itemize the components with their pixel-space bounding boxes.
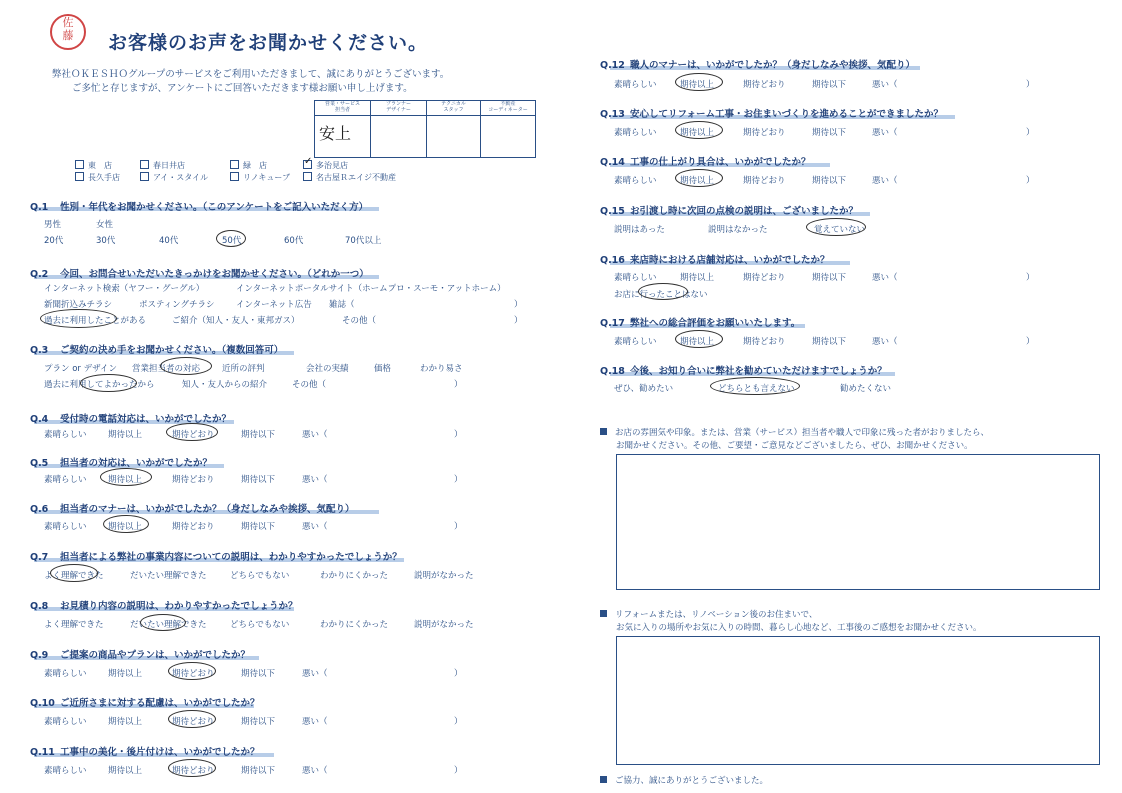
shop-checkbox[interactable]	[230, 160, 267, 171]
option: ）	[454, 380, 463, 390]
option-selected[interactable]: 覚えていない	[814, 225, 866, 235]
option-selected[interactable]: 期待以上	[108, 522, 143, 532]
option[interactable]: 素晴らしい	[44, 766, 87, 776]
question-title: Q.4 受付時の電話対応は、いかがでしたか？	[30, 414, 232, 425]
option-selected[interactable]: 期待以上	[108, 475, 143, 485]
option-selected[interactable]: 期待どおり	[172, 766, 215, 776]
checkbox-icon	[75, 172, 84, 181]
option[interactable]: 説明はなかった	[708, 225, 768, 235]
staff-table	[314, 100, 536, 158]
option[interactable]: 期待以上	[108, 717, 143, 727]
option: ）	[454, 669, 463, 679]
staff-header: 営業・サービス 担当者	[315, 101, 370, 116]
option[interactable]: 素晴らしい	[44, 430, 87, 440]
option[interactable]: 勧めたくない	[840, 384, 892, 394]
option[interactable]: 雑誌（	[329, 300, 355, 310]
option: ）	[514, 300, 523, 310]
question-title: Q.2 今回、お問合せいただいたきっかけをお聞かせください。（どれか一つ）	[30, 269, 369, 280]
option-selected[interactable]: 営業担当者の対応	[132, 364, 201, 374]
answer-circle	[160, 357, 212, 375]
option[interactable]: 説明がなかった	[414, 571, 474, 581]
shop-label: 多治見店	[316, 161, 348, 170]
question-title: Q.13 安心してリフォーム工事・お住まいづくりを進めることができましたか？	[600, 109, 944, 120]
option[interactable]: わかりにくかった	[320, 571, 389, 581]
comment-prompt-2: リフォームまたは、リノベーション後のお住まいで、	[600, 608, 817, 620]
option[interactable]: 悪い（	[302, 717, 328, 727]
option[interactable]: よく理解できた	[44, 620, 104, 630]
option: ）	[454, 475, 463, 485]
option[interactable]: 期待以下	[812, 176, 847, 186]
question-title: Q.6 担当者のマナーは、いかがでしたか？（身だしなみや挨拶、気配り）	[30, 504, 355, 515]
answer-circle	[710, 377, 800, 395]
comment-textarea-2[interactable]	[616, 636, 1100, 765]
question-title: Q.9 ご提案の商品やプランは、いかがでしたか？	[30, 650, 251, 661]
answer-circle	[168, 662, 216, 680]
answer-circle	[806, 218, 866, 236]
answer-circle	[168, 759, 216, 777]
option: ）	[454, 766, 463, 776]
option[interactable]: 悪い（	[302, 522, 328, 532]
staff-cell-technical[interactable]	[427, 101, 481, 157]
option-selected[interactable]: 期待以上	[680, 337, 715, 347]
staff-header: テクニカル スタッフ	[427, 101, 480, 116]
shop-label: リノキューブ	[243, 173, 290, 182]
checkbox-icon	[140, 160, 149, 169]
question-title: Q.15 お引渡し時に次回の点検の説明は、ございましたか？	[600, 206, 859, 217]
option[interactable]: 期待どおり	[743, 176, 786, 186]
option-selected[interactable]: どちらとも言えない	[718, 384, 795, 394]
option[interactable]: インターネットポータルサイト（ホームプロ・スーモ・アットホーム）	[236, 284, 506, 294]
option[interactable]: 素晴らしい	[614, 128, 657, 138]
question-title: Q.18 今後、お知り合いに弊社を勧めていただけますでしょうか？	[600, 366, 887, 377]
option[interactable]: 期待どおり	[172, 475, 215, 485]
option[interactable]: インターネット検索（ヤフー・グーグル）	[44, 284, 205, 294]
bullet-square-icon	[600, 610, 607, 617]
question-title: Q.16 来店時における店舗対応は、いかがでしたか？	[600, 255, 830, 266]
option: ）	[1026, 176, 1035, 186]
option[interactable]: 期待以下	[241, 475, 276, 485]
answer-circle	[100, 468, 152, 486]
question-title: Q.5 担当者の対応は、いかがでしたか？	[30, 458, 213, 469]
shop-label: 緑 店	[243, 161, 267, 170]
staff-cell-sales[interactable]	[315, 101, 371, 157]
option[interactable]: 男性	[44, 220, 62, 230]
question-title: Q.3 ご契約の決め手をお聞かせください。（複数回答可）	[30, 345, 284, 356]
option[interactable]: どちらでもない	[230, 571, 290, 581]
staff-cell-planner[interactable]	[371, 101, 427, 157]
option[interactable]: 期待以上	[108, 766, 143, 776]
option[interactable]: 悪い（	[872, 337, 898, 347]
option[interactable]: 新聞折込みチラシ	[44, 300, 113, 310]
question-title: Q.1 性別・年代をお聞かせください。（このアンケートをご記入いただく方）	[30, 202, 369, 213]
option[interactable]: ぜひ、勧めたい	[614, 384, 674, 394]
option[interactable]: 期待以下	[812, 273, 847, 283]
option-selected[interactable]: 50代	[222, 236, 242, 246]
option[interactable]: 悪い（	[302, 475, 328, 485]
shop-checkbox-checked[interactable]	[303, 156, 348, 171]
option[interactable]: 期待どおり	[743, 273, 786, 283]
option: ）	[1026, 337, 1035, 347]
option[interactable]: 素晴らしい	[44, 717, 87, 727]
bullet-square-icon	[600, 776, 607, 783]
comment-textarea-1[interactable]	[616, 454, 1100, 590]
option[interactable]: だいたい理解できた	[130, 571, 207, 581]
option[interactable]: 30代	[96, 236, 116, 246]
option[interactable]: わかりにくかった	[320, 620, 389, 630]
question-title: Q.12 職人のマナーは、いかがでしたか？（身だしなみや挨拶、気配り）	[600, 60, 916, 71]
question-title: Q.7 担当者による弊社の事業内容についての説明は、わかりやすかったでしょうか？	[30, 552, 402, 563]
shop-checkbox[interactable]	[140, 172, 208, 183]
option[interactable]: 悪い（	[302, 430, 328, 440]
option[interactable]: わかり易さ	[420, 364, 463, 374]
option[interactable]: 期待どおり	[172, 522, 215, 532]
option: ）	[1026, 273, 1035, 283]
option-selected[interactable]: 期待どおり	[172, 669, 215, 679]
option-selected[interactable]: 期待以上	[680, 80, 715, 90]
bullet-square-icon	[600, 428, 607, 435]
seal-char: 佐	[62, 16, 74, 29]
staff-header: 不動産 コーディネーター	[481, 101, 535, 116]
option[interactable]: 期待どおり	[743, 128, 786, 138]
answer-circle	[675, 73, 723, 91]
option-selected[interactable]: 期待以上	[680, 176, 715, 186]
checkbox-icon	[230, 172, 239, 181]
option[interactable]: 女性	[96, 220, 114, 230]
shop-checkbox[interactable]	[230, 172, 290, 183]
checkbox-icon	[140, 172, 149, 181]
answer-circle	[140, 614, 186, 631]
option[interactable]: 期待以上	[108, 669, 143, 679]
option[interactable]: 悪い（	[302, 669, 328, 679]
answer-circle	[50, 564, 98, 582]
shop-label: 東 店	[88, 161, 112, 170]
option[interactable]: 期待以下	[241, 669, 276, 679]
option-selected[interactable]: よく理解できた	[44, 571, 104, 581]
comment-prompt-1: お店の雰囲気や印象。または、営業（サービス）担当者や職人で印象に残った者がおりましたら、	[600, 426, 989, 438]
shop-label: アイ・スタイル	[153, 173, 209, 182]
option[interactable]: その他（	[292, 380, 327, 390]
answer-circle	[166, 423, 218, 441]
answer-circle	[80, 374, 137, 392]
shop-label: 長久手店	[88, 173, 120, 182]
option: ）	[454, 522, 463, 532]
page-title: お客様のお声をお聞かせください。	[108, 32, 429, 54]
option[interactable]: 悪い（	[302, 766, 328, 776]
option[interactable]: 期待以下	[812, 80, 847, 90]
option[interactable]: 素晴らしい	[614, 273, 657, 283]
staff-header: プランナー デザイナー	[371, 101, 426, 116]
option[interactable]: 素晴らしい	[614, 176, 657, 186]
answer-circle	[638, 283, 688, 300]
question-title: Q.17 弊社への総合評価をお願いいたします。	[600, 318, 801, 329]
option-selected[interactable]: だいたい理解できた	[130, 620, 207, 630]
option: ）	[1026, 80, 1035, 90]
option-selected[interactable]: 過去に利用してよかったから	[44, 380, 155, 390]
option: ）	[454, 430, 463, 440]
option[interactable]: 期待以下	[241, 430, 276, 440]
checkbox-icon	[75, 160, 84, 169]
staff-cell-realestate[interactable]	[481, 101, 535, 157]
thanks-message: ご協力、誠にありがとうございました。	[600, 774, 768, 786]
answer-circle	[675, 121, 723, 139]
option[interactable]: 40代	[159, 236, 179, 246]
checkbox-checked-icon: ✓	[304, 156, 313, 167]
question-title: Q.10 ご近所さまに対する配慮は、いかがでしたか？	[30, 698, 260, 709]
answer-circle	[103, 515, 149, 533]
shop-label: 名古屋Ｒエイジ不動産	[316, 173, 396, 182]
shop-checkbox[interactable]	[303, 172, 396, 183]
option[interactable]: 期待以下	[812, 128, 847, 138]
option[interactable]: 70代以上	[345, 236, 382, 246]
checkbox-icon	[230, 160, 239, 169]
answer-circle	[168, 710, 216, 728]
answer-circle	[675, 330, 723, 348]
question-title: Q.8 お見積り内容の説明は、わかりやすかったでしょうか？	[30, 601, 298, 612]
option[interactable]: 素晴らしい	[614, 80, 657, 90]
option-selected[interactable]: 期待以上	[680, 128, 715, 138]
intro-line: 弊社ＯＫＥＳＨＯグループのサービスをご利用いただきまして、誠にありがとうございます。	[52, 69, 450, 80]
option[interactable]: どちらでもない	[230, 620, 290, 630]
option[interactable]: 期待以下	[812, 337, 847, 347]
option[interactable]: 素晴らしい	[44, 669, 87, 679]
option[interactable]: 会社の実績	[306, 364, 349, 374]
option[interactable]: 悪い（	[872, 128, 898, 138]
option[interactable]: 素晴らしい	[44, 475, 87, 485]
option[interactable]: 知人・友人からの紹介	[182, 380, 268, 390]
seal-char: 藤	[62, 29, 74, 42]
option: ）	[514, 316, 523, 326]
option[interactable]: 期待以下	[241, 766, 276, 776]
answer-circle	[675, 169, 723, 187]
shop-checkbox[interactable]	[75, 160, 112, 171]
option[interactable]: 価格	[374, 364, 392, 374]
option[interactable]: 期待以下	[241, 717, 276, 727]
option[interactable]: 期待どおり	[743, 80, 786, 90]
option[interactable]: プラン or デザイン	[44, 364, 118, 374]
option[interactable]: インターネット広告	[236, 300, 312, 310]
comment-prompt-1-line2: お聞かせください。その他、ご要望・ご意見などございましたら、ぜひ、お聞かせください。	[616, 441, 973, 451]
option-selected[interactable]: 過去に利用したことがある	[44, 316, 147, 326]
question-title: Q.11 工事中の美化・後片付けは、いかがでしたか？	[30, 747, 260, 758]
question-title: Q.14 工事の仕上がり具合は、いかがでしたか？	[600, 157, 811, 168]
option[interactable]: 期待以下	[241, 522, 276, 532]
option[interactable]: ポスティングチラシ	[139, 300, 215, 310]
option-selected[interactable]: 期待どおり	[172, 430, 215, 440]
intro-line: ご多忙と存じますが、アンケートにご回答いただきます様お願い申し上げます。	[72, 83, 413, 94]
option[interactable]: 期待以上	[108, 430, 143, 440]
comment-prompt-2-line2: お気に入りの場所やお気に入りの時間、暮らし心地など、工事後のご感想をお聞かせください。	[616, 623, 982, 633]
option[interactable]: 悪い（	[872, 176, 898, 186]
option[interactable]: 素晴らしい	[614, 337, 657, 347]
shop-label: 春日井店	[153, 161, 185, 170]
staff-value: 安上	[319, 124, 352, 143]
option[interactable]: 60代	[284, 236, 304, 246]
option[interactable]: 説明がなかった	[414, 620, 474, 630]
answer-circle	[216, 230, 246, 247]
option[interactable]: 近所の評判	[222, 364, 265, 374]
checkbox-icon	[303, 172, 312, 181]
option[interactable]: 期待どおり	[743, 337, 786, 347]
option[interactable]: 悪い（	[872, 273, 898, 283]
option[interactable]: 20代	[44, 236, 64, 246]
option[interactable]: 説明はあった	[614, 225, 665, 235]
option[interactable]: ご紹介（知人・友人・東邦ガス）	[172, 316, 300, 326]
option-selected[interactable]: お店に行ったことはない	[614, 290, 708, 300]
shop-checkbox[interactable]	[140, 160, 185, 171]
option[interactable]: 悪い（	[872, 80, 898, 90]
shop-checkbox[interactable]	[75, 172, 120, 183]
option: ）	[454, 717, 463, 727]
seal-stamp	[50, 14, 86, 50]
option[interactable]: 期待以上	[680, 273, 715, 283]
option[interactable]: その他（	[342, 316, 377, 326]
option-selected[interactable]: 期待どおり	[172, 717, 215, 727]
answer-circle	[40, 309, 117, 328]
option[interactable]: 素晴らしい	[44, 522, 87, 532]
option: ）	[1026, 128, 1035, 138]
